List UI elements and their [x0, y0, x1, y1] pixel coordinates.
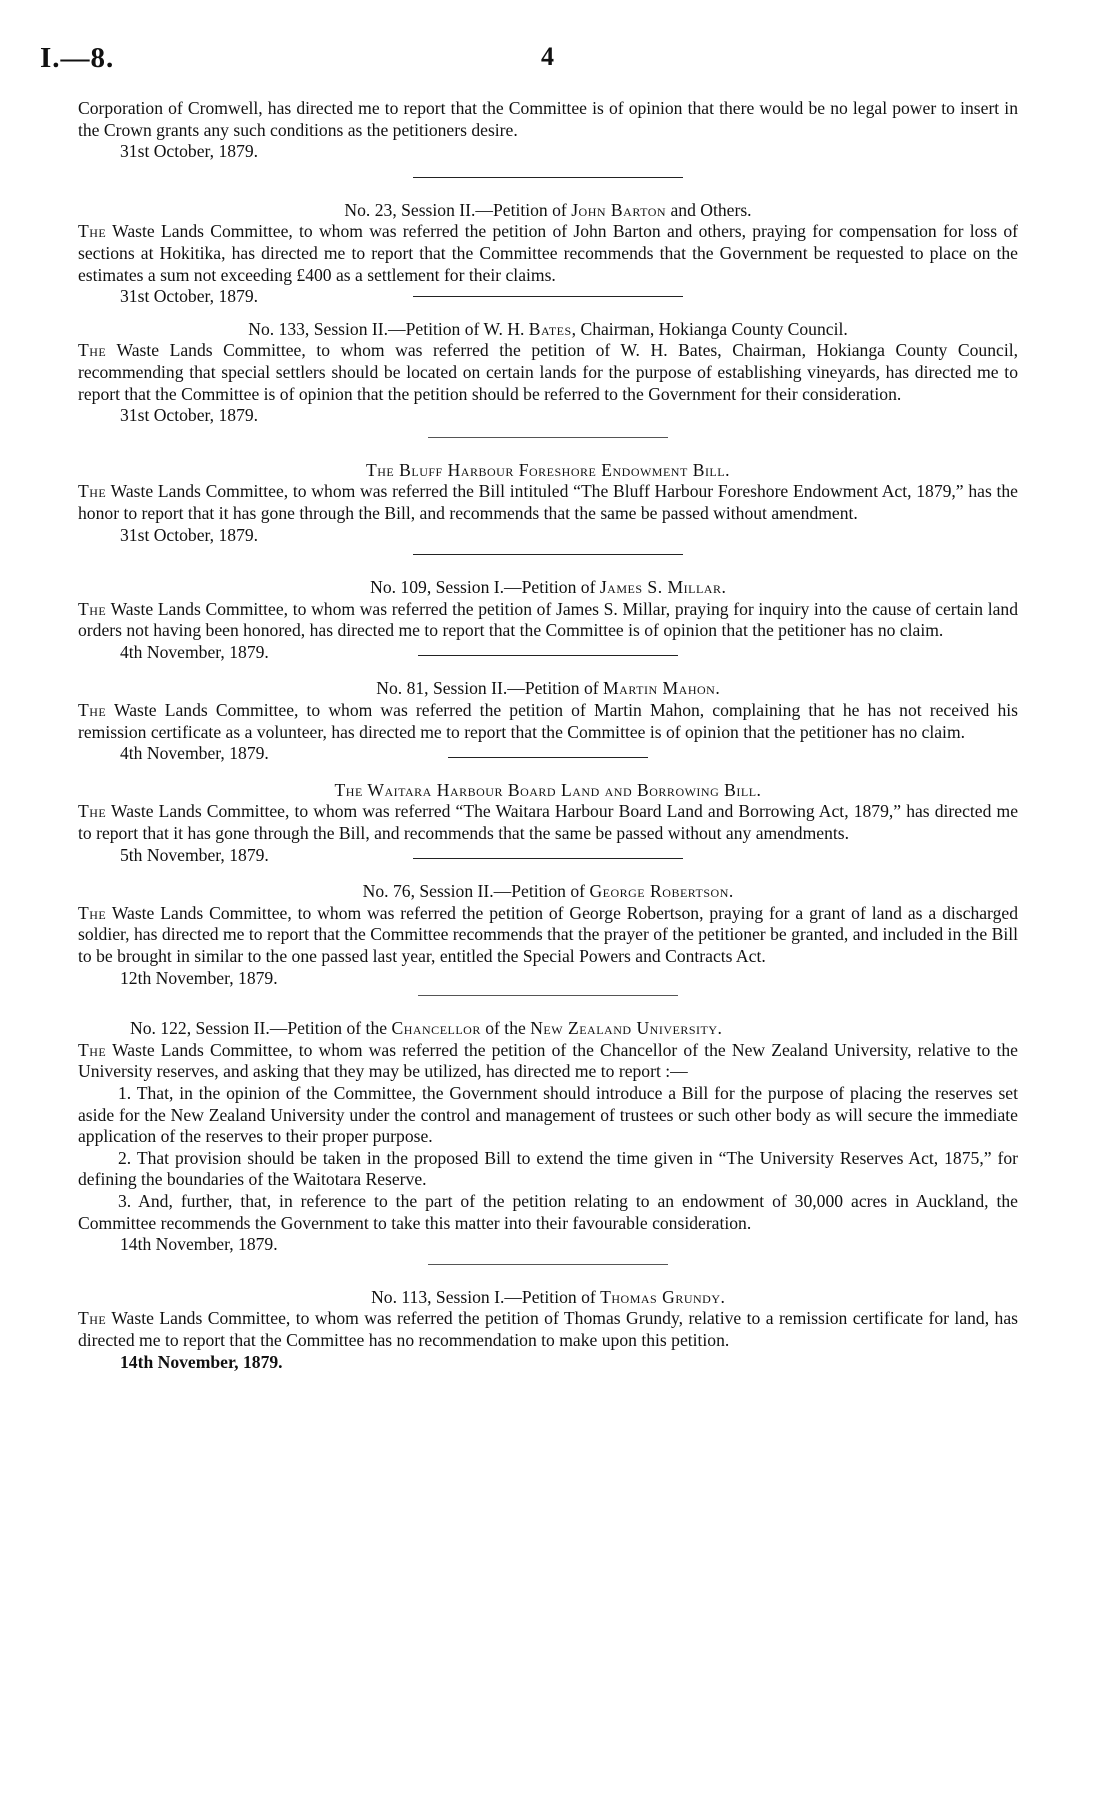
page-content	[78, 98, 1018, 1373]
paper-reference: I.—8.	[40, 42, 115, 74]
section-date-university: 14th November, 1879.	[120, 1234, 278, 1255]
section-date-robertson: 12th November, 1879.	[120, 967, 278, 988]
section-heading-bates: No. 133, Session II.—Petition of W. H. Bates, Chairman, Hokianga County Council.	[248, 318, 848, 339]
section-body-barton: The Waste Lands Committee, to whom was referred the petition of John Barton and others, praying for compensation for loss of sections at Hokitika, has directed me to report that the Committee recommends that the Government be requested to place on the estimates a sum not exceeding £400 as a settlement for their claims.	[78, 221, 1018, 285]
section-heading-millar: No. 109, Session I.—Petition of James S. Millar.	[370, 577, 726, 598]
section-date-millar: 4th November, 1879.	[120, 641, 269, 662]
intro-paragraph: Corporation of Cromwell, has directed me to report that the Committee is of opinion that there would be no legal power to insert in the Crown grants any such conditions as the petitioners desire.	[78, 98, 1018, 140]
section-body-grundy: The Waste Lands Committee, to whom was referred the petition of Thomas Grundy, relative to a remission certificate for land, has directed me to report that the Committee has no recommendation to make upon this petition.	[78, 1308, 1018, 1350]
section-heading-bluff-bill: The Bluff Harbour Foreshore Endowment Bill.	[365, 459, 730, 480]
section-body-waitara-bill: The Waste Lands Committee, to whom was referred “The Waitara Harbour Board Land and Borrowing Act, 1879,” has directed me to report that it has gone through the Bill, and recommends that the same be passed without any amendments.	[78, 801, 1018, 844]
section-date-bluff-bill: 31st October, 1879.	[120, 524, 259, 545]
section-body-bates: The Waste Lands Committee, to whom was referred the petition of W. H. Bates, Chairman, Hokianga County Council, recommending that special settlers should be located on certain lands for the purpose of establishing vineyards, has directed me to report that the Committee is of opinion that the petition should be referred to the Government for their consideration.	[78, 340, 1018, 404]
section-date-grundy: 14th November, 1879.	[120, 1351, 283, 1372]
page-number: 4	[541, 42, 554, 71]
section-date-bates: 31st October, 1879.	[120, 405, 259, 426]
section-body-university: The Waste Lands Committee, to whom was referred the petition of the Chancellor of the New Zealand University, relative to the University reserves, and asking that they may be utilized, has directed me to report :—	[78, 1039, 1018, 1082]
section-body-mahon: The Waste Lands Committee, to whom was referred the petition of Martin Mahon, complaining that he has not received his remission certificate as a volunteer, has directed me to report that the Committee is of opinion that the petitioner has no claim.	[78, 700, 1018, 742]
section-body-robertson: The Waste Lands Committee, to whom was referred the petition of George Robertson, praying for a grant of land as a discharged soldier, has directed me to report that the Committee recommends that the prayer of the petitioner be granted, and included in the Bill to be brought in similar to the one passed last year, entitled the Special Powers and Contracts Act.	[78, 902, 1018, 966]
intro-date: 31st October, 1879.	[120, 141, 259, 162]
section-body-bluff-bill: The Waste Lands Committee, to whom was referred the Bill intituled “The Bluff Harbour Foreshore Endowment Act, 1879,” has the honor to report that it has gone through the Bill, and recommends that the same be passed without amendment.	[78, 481, 1018, 523]
section-heading-university: No. 122, Session II.—Petition of the Chancellor of the New Zealand University.	[130, 1018, 722, 1039]
section-body-millar: The Waste Lands Committee, to whom was referred the petition of James S. Millar, praying for inquiry into the cause of certain land orders not having been honored, has directed me to report that the Committee is of opinion that the petitioner has no claim.	[78, 598, 1018, 641]
section-heading-grundy: No. 113, Session I.—Petition of Thomas Grundy.	[371, 1286, 725, 1307]
section-date-barton: 31st October, 1879.	[120, 286, 259, 307]
section-date-waitara-bill: 5th November, 1879.	[120, 844, 269, 865]
section-heading-waitara-bill: The Waitara Harbour Board Land and Borrowing Bill.	[334, 779, 762, 800]
list-item: 1. That, in the opinion of the Committee, the Government should introduce a Bill for the purpose of placing the reserves set aside for the New Zealand University under the control and management of trustees or such other body as will secure the immediate application of the reserves to their proper purpose.	[78, 1082, 1018, 1147]
list-item: 2. That provision should be taken in the proposed Bill to extend the time given in “The University Reserves Act, 1875,” for defining the boundaries of the Waitotara Reserve.	[78, 1147, 1018, 1190]
section-heading-barton: No. 23, Session II.—Petition of John Barton and Others.	[344, 199, 752, 220]
section-heading-robertson: No. 76, Session II.—Petition of George Robertson.	[362, 881, 734, 902]
list-item: 3. And, further, that, in reference to the part of the petition relating to an endowment of 30,000 acres in Auckland, the Committee recommends the Government to take this matter into their favourable consideration.	[78, 1190, 1018, 1233]
section-date-mahon: 4th November, 1879.	[120, 743, 269, 764]
section-heading-mahon: No. 81, Session II.—Petition of Martin Mahon.	[376, 678, 720, 699]
